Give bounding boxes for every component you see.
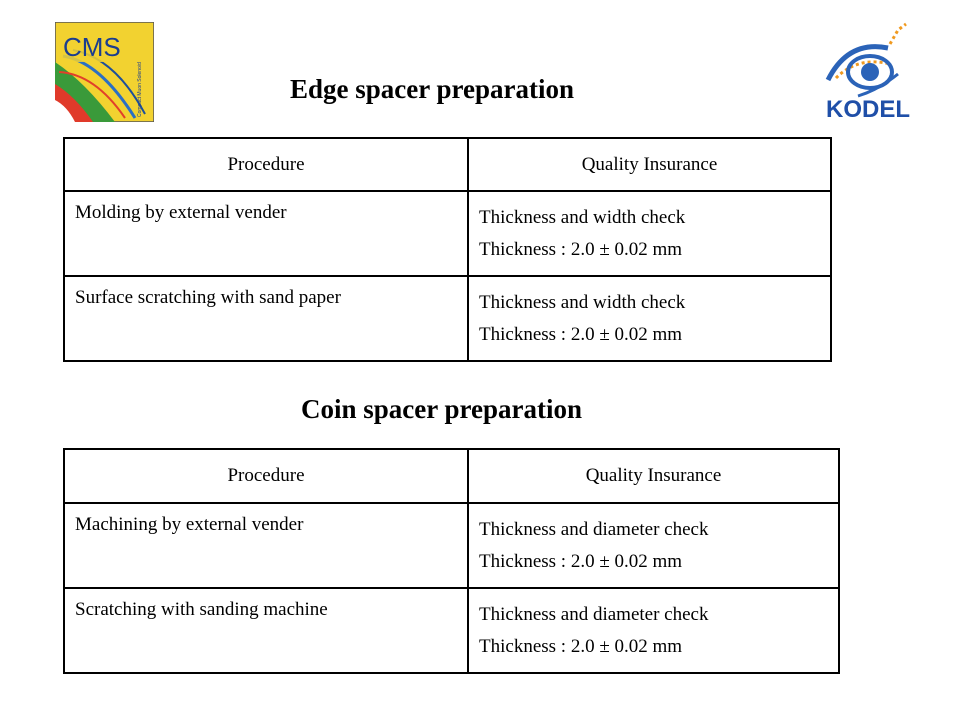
table-row <box>64 503 839 588</box>
header-quality: Quality Insurance <box>468 449 839 503</box>
table-row <box>64 191 831 276</box>
cms-logo-subtext: Compact Muon Solenoid <box>137 62 143 117</box>
quality-cell <box>468 276 831 361</box>
kodel-logo-icon <box>818 20 930 124</box>
kodel-logo-text: KODEL <box>826 96 910 123</box>
procedure-cell: Molding by external vender <box>64 191 468 276</box>
quality-cell <box>468 503 839 588</box>
quality-line: Thickness and width check <box>479 292 686 313</box>
cms-logo <box>55 22 154 122</box>
quality-line: Thickness and diameter check <box>479 604 709 625</box>
edge-spacer-table <box>63 137 832 362</box>
cms-logo-icon <box>55 22 154 122</box>
cms-logo-text: CMS <box>63 32 121 62</box>
table-row <box>64 276 831 361</box>
table-header-row <box>64 449 839 503</box>
header-procedure: Procedure <box>64 138 468 191</box>
coin-spacer-table <box>63 448 840 674</box>
procedure-cell: Scratching with sanding machine <box>64 588 468 673</box>
quality-line: Thickness and width check <box>479 207 686 228</box>
quality-line: Thickness : 2.0 ± 0.02 mm <box>479 239 683 260</box>
procedure-cell: Surface scratching with sand paper <box>64 276 468 361</box>
table-row <box>64 588 839 673</box>
kodel-logo <box>818 20 930 124</box>
table-header-row <box>64 138 831 191</box>
header-procedure: Procedure <box>64 449 468 503</box>
quality-line: Thickness : 2.0 ± 0.02 mm <box>479 324 683 345</box>
quality-line: Thickness : 2.0 ± 0.02 mm <box>479 636 683 657</box>
quality-line: Thickness and diameter check <box>479 519 709 540</box>
coin-spacer-heading: Coin spacer preparation <box>301 394 583 424</box>
quality-line: Thickness : 2.0 ± 0.02 mm <box>479 551 683 572</box>
procedure-cell: Machining by external vender <box>64 503 468 588</box>
edge-spacer-heading: Edge spacer preparation <box>290 74 575 104</box>
quality-cell <box>468 191 831 276</box>
header-quality: Quality Insurance <box>468 138 831 191</box>
quality-cell <box>468 588 839 673</box>
